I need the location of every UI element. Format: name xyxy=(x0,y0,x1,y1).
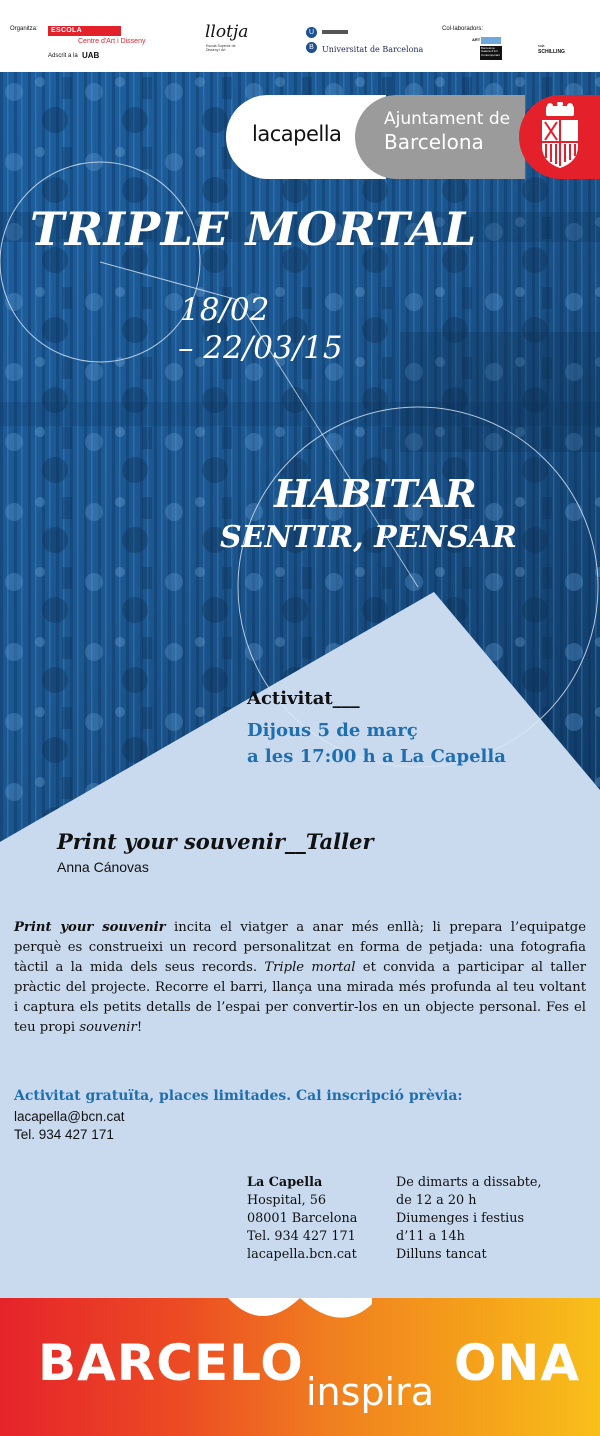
banner-word-right: ONA xyxy=(454,1334,581,1392)
subtitle-sentir-pensar: SENTIR, PENSAR xyxy=(220,520,517,555)
barcelona-shield-icon xyxy=(538,102,582,170)
exhibition-title: TRIPLE MORTAL xyxy=(30,202,477,256)
hours-line-3: Diumenges i festius xyxy=(396,1211,525,1226)
activity-label: Activitat___ xyxy=(247,688,360,709)
schilling-logo: SCHILLING xyxy=(538,49,565,55)
registration-notice: Activitat gratuïta, places limitades. Cal inscripció prèvia: xyxy=(14,1088,463,1104)
ajuntament-line2: Barcelona xyxy=(384,130,484,154)
ajuntament-barcelona-logo xyxy=(384,108,514,154)
uab-logo: UAB xyxy=(82,51,100,60)
venue-address xyxy=(247,1174,357,1264)
art-label: ART xyxy=(472,37,481,42)
registration-email-link[interactable]: lacapella@bcn.cat xyxy=(14,1109,125,1124)
universitat-barcelona-logo: Universitat de Barcelona xyxy=(322,45,424,54)
barcelona-galeria-logo: Barcelona Galeria d'Art Contemporani xyxy=(480,46,502,60)
body-emphasis-souvenir: souvenir xyxy=(79,1020,137,1035)
lacapella-logo: lacapella xyxy=(252,122,342,146)
activity-date xyxy=(247,718,506,770)
adscrit-label: Adscrit a la xyxy=(48,53,78,59)
hours-line-5: Dilluns tancat xyxy=(396,1247,487,1262)
banner-word-left: BARCELO xyxy=(38,1334,304,1392)
ub-seal-icon: U B xyxy=(306,27,318,57)
venue-web-link[interactable]: lacapella.bcn.cat xyxy=(247,1247,357,1262)
workshop-author: Anna Cánovas xyxy=(57,859,149,875)
subtitle-habitar: HABITAR xyxy=(274,471,477,516)
registration-phone: Tel. 934 427 171 xyxy=(14,1127,114,1142)
hours-line-4: d’11 a 14h xyxy=(396,1229,465,1244)
date-end: – 22/03/15 xyxy=(178,330,343,366)
sala-label: sala xyxy=(538,44,545,48)
venue-street: Hospital, 56 xyxy=(247,1193,326,1208)
banner-tagline: inspira xyxy=(306,1370,435,1414)
activity-date-line1: Dijous 5 de març xyxy=(247,720,418,741)
llotja-subtitle: Escola Superior de Disseny i Art xyxy=(206,44,236,52)
workshop-title: Print your souvenir__Taller xyxy=(57,829,374,854)
organitza-label: Organitza: xyxy=(10,26,38,32)
ajuntament-line1: Ajuntament de xyxy=(384,109,511,129)
poster-hero xyxy=(0,72,600,1300)
llotja-logo: llotja xyxy=(205,22,249,42)
venue-phone: Tel. 934 427 171 xyxy=(247,1229,356,1244)
escola-massana-subtitle: Centre d'Art i Disseny xyxy=(78,38,146,45)
body-part-2: et convida a participar al taller pràctic del projecte. Recorre el barri, llança una mirada més profunda al teu voltant i captura els petits detalls de l’espai per convertir-los en un objecte personal. Fes el teu propi xyxy=(14,960,586,1035)
ub-bar-icon xyxy=(322,30,348,34)
date-start: 18/02 xyxy=(180,292,270,328)
activity-date-line2: a les 17:00 h a La Capella xyxy=(247,746,506,767)
art-logo-icon xyxy=(481,37,501,44)
sponsor-bar xyxy=(0,0,600,72)
body-emphasis-triple: Triple mortal xyxy=(264,960,356,975)
venue-city: 08001 Barcelona xyxy=(247,1211,358,1226)
collaboradors-label: Col·laboradors: xyxy=(442,26,484,32)
registration-contact xyxy=(14,1108,125,1144)
escola-massana-logo: ESCOLA MASSANA xyxy=(48,26,121,36)
body-part-1: incita el viatger a anar més enllà; li prepara l’equipatge perquè es construeixi un record personalitzat en forma de petjada: una fotografia tàctil a la mida dels seus records. xyxy=(14,920,587,975)
opening-hours xyxy=(396,1174,542,1264)
hours-line-1: De dimarts a dissabte, xyxy=(396,1175,542,1190)
hours-line-2: de 12 a 20 h xyxy=(396,1193,477,1208)
venue-name: La Capella xyxy=(247,1175,323,1190)
workshop-description xyxy=(14,918,586,1038)
body-part-3: ! xyxy=(136,1020,143,1035)
body-emphasis-print: Print your souvenir xyxy=(14,920,166,935)
barcelona-inspira-banner xyxy=(0,1298,600,1436)
